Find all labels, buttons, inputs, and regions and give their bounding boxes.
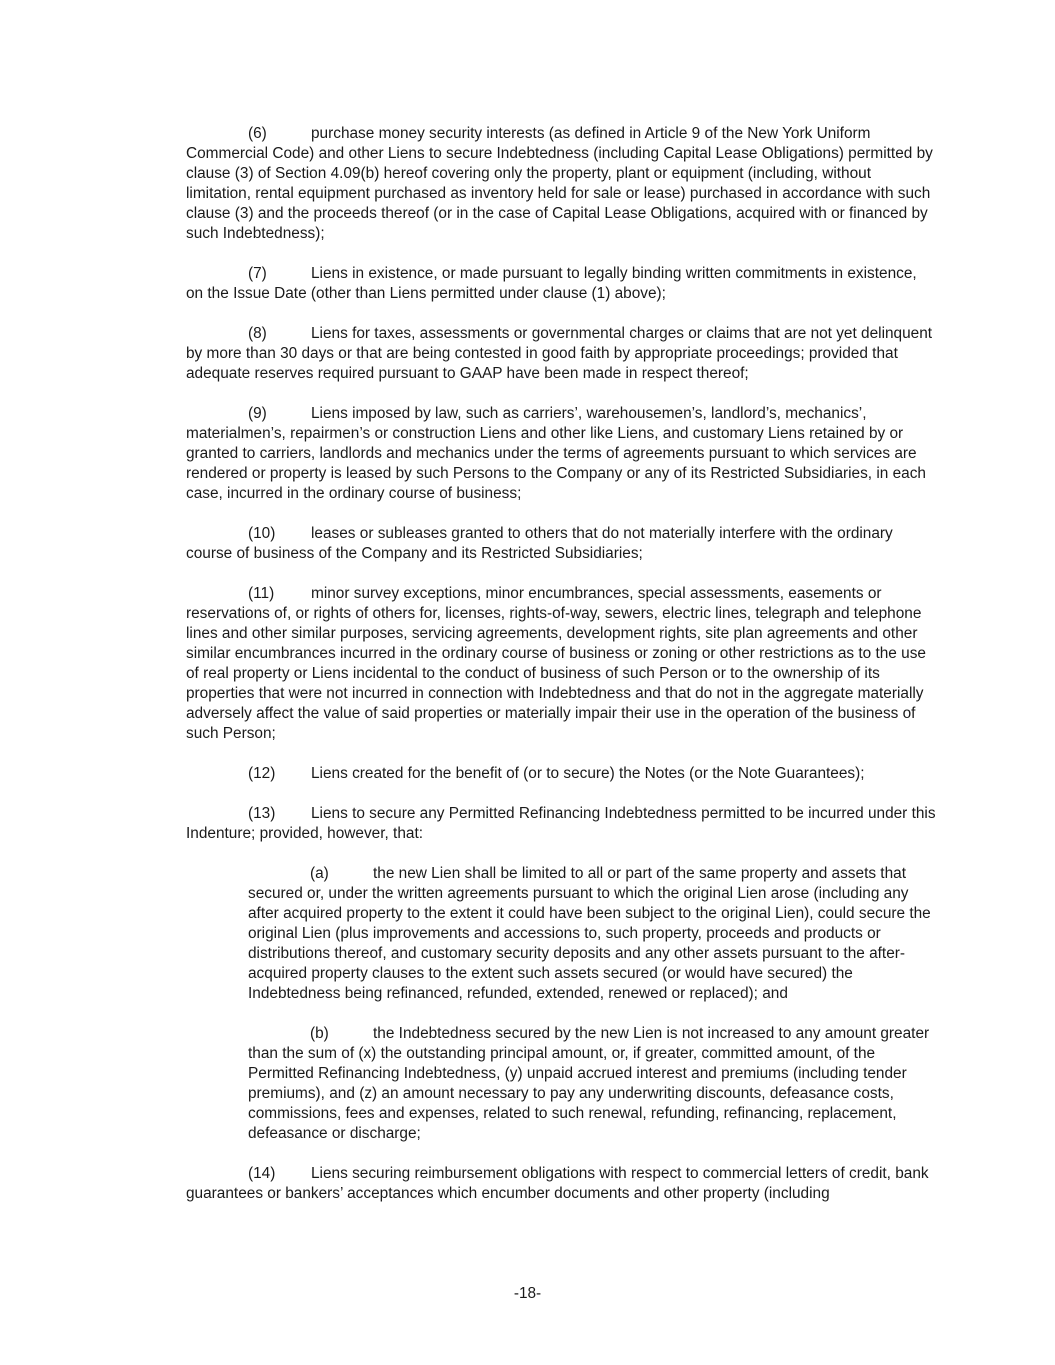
page-number: -18- [513, 1285, 542, 1302]
subclause-number: (b) [310, 1025, 329, 1042]
clause-text: Liens in existence, or made pursuant to legally binding written commitments in existence, on the Issue Date (other than Liens permitted under clause (1) above); [186, 265, 917, 302]
clause-number: (9) [248, 405, 267, 422]
clause-text: Liens created for the benefit of (or to secure) the Notes (or the Note Guarantees); [311, 765, 865, 782]
clause-text: Liens securing reimbursement obligations with respect to commercial letters of credit, bank guarantees or bankers’ acceptances which encumber documents and other property (including [186, 1165, 929, 1202]
clause-9 [186, 404, 936, 504]
clause-number: (8) [248, 325, 267, 342]
clause-7 [186, 264, 936, 304]
clause-6 [186, 124, 936, 244]
clause-number: (14) [248, 1165, 276, 1182]
clause-11 [186, 584, 936, 744]
subclause-text: the Indebtedness secured by the new Lien is not increased to any amount greater than the sum of (x) the outstanding principal amount, or, if greater, committed amount, of the Permitted Refinancing Indebtedness, (y) unpaid accrued interest and premiums (including tender premiums), and (z) an amount necessary to pay any underwriting discounts, defeasance costs, commissions, fees and expenses, related to such renewal, refunding, refinancing, replacement, defeasance or discharge; [248, 1025, 930, 1142]
subclause-b [248, 1024, 936, 1144]
document-body [186, 124, 936, 1224]
clause-12 [186, 764, 936, 784]
clause-number: (11) [248, 585, 275, 602]
clause-text: leases or subleases granted to others that do not materially interfere with the ordinary course of business of the Company and its Restricted Subsidiaries; [186, 525, 893, 562]
clause-number: (13) [248, 805, 276, 822]
clause-text: Liens imposed by law, such as carriers’, warehousemen’s, landlord’s, mechanics’, materialmen’s, repairmen’s or construction Liens and other like Liens, and customary Liens retained by or granted to carriers, landlords and mechanics under the terms of agreements pursuant to which services are rendered or property is leased by such Persons to the Company or any of its Restricted Subsidiaries, in each case, incurred in the ordinary course of business; [186, 405, 926, 502]
clause-text: Liens to secure any Permitted Refinancing Indebtedness permitted to be incurred under this Indenture; provided, however, that: [186, 805, 936, 842]
clause-number: (7) [248, 265, 267, 282]
clause-number: (12) [248, 765, 276, 782]
clause-number: (10) [248, 525, 276, 542]
clause-8 [186, 324, 936, 384]
subclause-text: the new Lien shall be limited to all or part of the same property and assets that secured or, under the written agreements pursuant to which the original Lien arose (including any after acquired property to the extent it could have been subject to the original Lien), could secure the original Lien (plus improvements and accessions to, such property, proceeds and products or distributions thereof, and customary security deposits and any other assets pursuant to the after-acquired property clauses to the extent such assets secured (or would have secured) the Indebtedness being refinanced, refunded, extended, renewed or replaced); and [248, 865, 931, 1002]
clause-14 [186, 1164, 936, 1204]
subclause-a [248, 864, 936, 1004]
clause-text: purchase money security interests (as defined in Article 9 of the New York Uniform Commercial Code) and other Liens to secure Indebtedness (including Capital Lease Obligations) permitted by clause (3) of Section 4.09(b) hereof covering only the property, plant or equipment (including, without limitation, rental equipment purchased as inventory held for sale or lease) purchased in accordance with such clause (3) and the proceeds thereof (or in the case of Capital Lease Obligations, acquired with or financed by such Indebtedness); [186, 125, 933, 242]
clause-number: (6) [248, 125, 267, 142]
clause-text: minor survey exceptions, minor encumbrances, special assessments, easements or reservations of, or rights of others for, licenses, rights-of-way, sewers, electric lines, telegraph and telephone lines and other similar purposes, servicing agreements, development rights, site plan agreements and other similar encumbrances incurred in the ordinary course of business or zoning or other restrictions as to the use of real property or Liens incidental to the conduct of business of such Person or to the ownership of its properties that were not incurred in connection with Indebtedness and that do not in the aggregate materially adversely affect the value of said properties or materially impair their use in the operation of the business of such Person; [186, 585, 926, 742]
clause-text: Liens for taxes, assessments or governmental charges or claims that are not yet delinquent by more than 30 days or that are being contested in good faith by appropriate proceedings; provided that adequate reserves required pursuant to GAAP have been made in respect thereof; [186, 325, 933, 382]
subclause-number: (a) [310, 865, 329, 882]
clause-13 [186, 804, 936, 844]
clause-10 [186, 524, 936, 564]
